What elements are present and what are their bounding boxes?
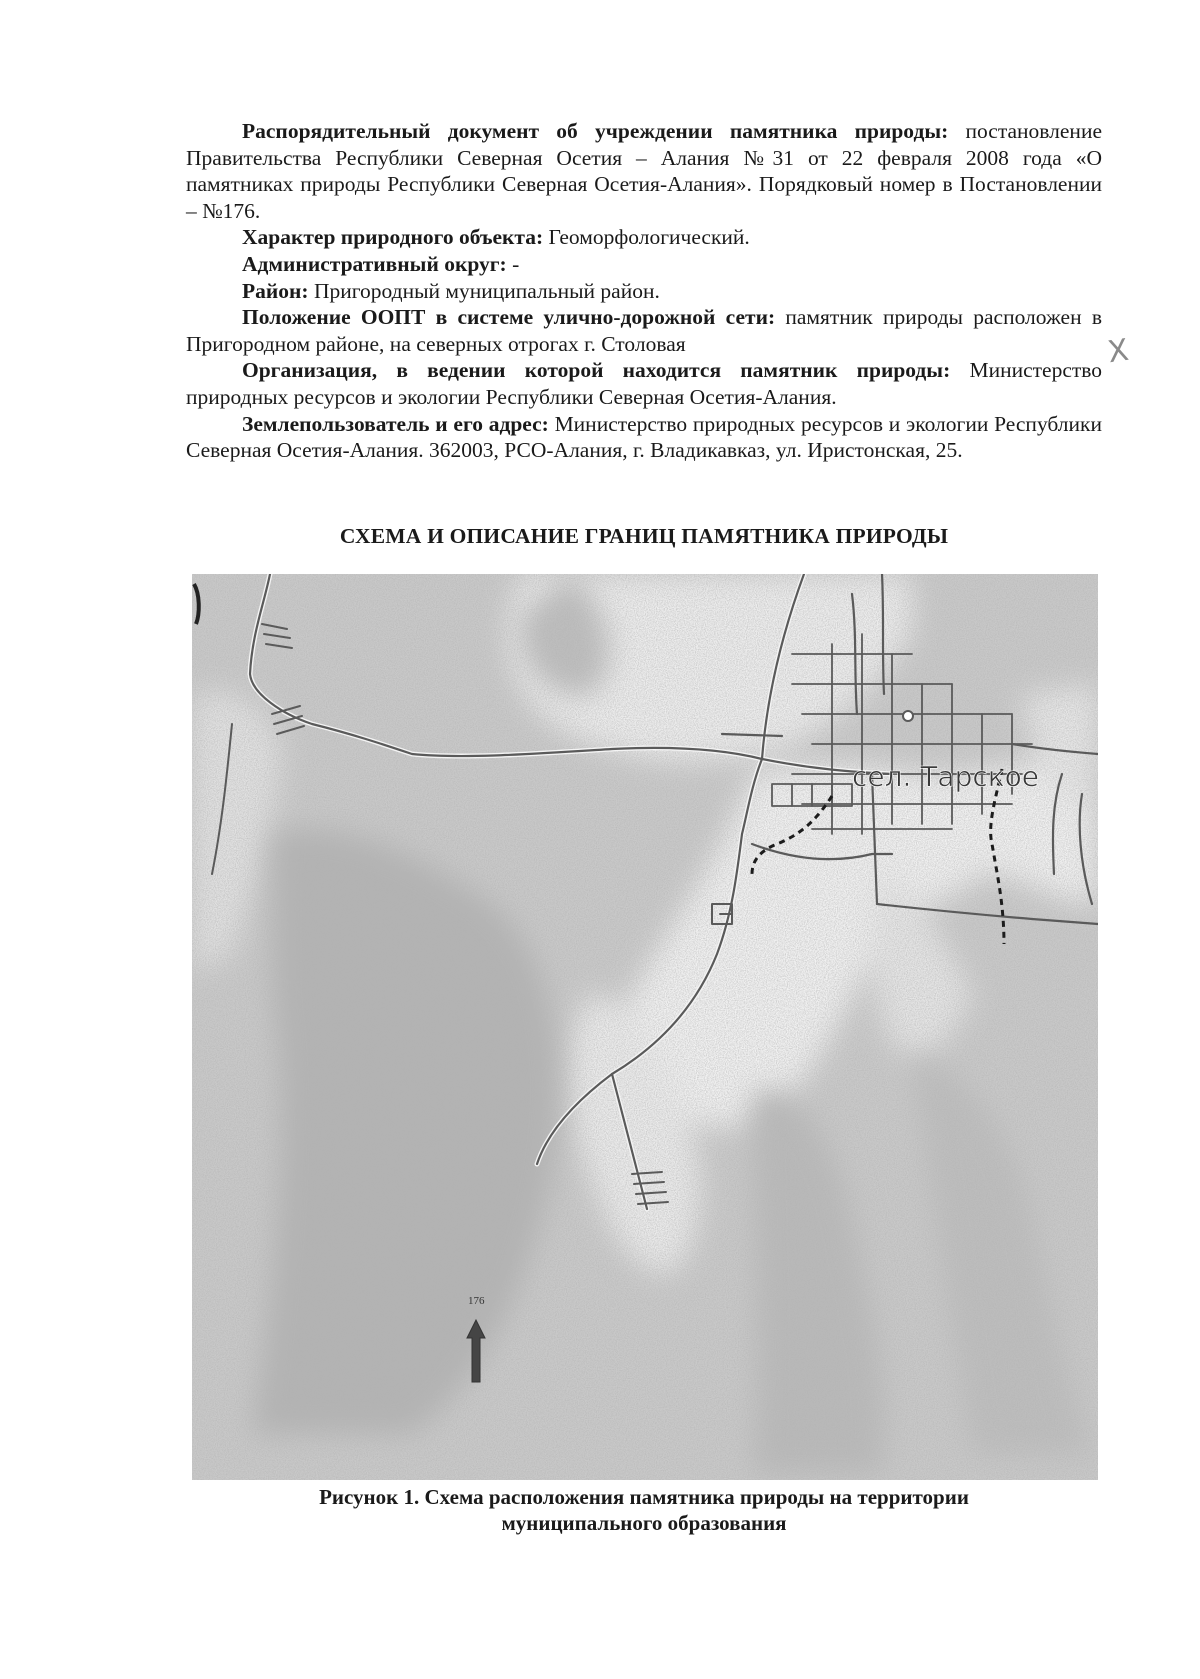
section-title: СХЕМА И ОПИСАНИЕ ГРАНИЦ ПАМЯТНИКА ПРИРОДЫ bbox=[339, 524, 949, 548]
handwritten-margin-mark: X bbox=[1105, 332, 1131, 371]
paragraph-text: Пригородный муниципальный район. bbox=[308, 278, 660, 303]
paragraph-text: памятник природы расположен в Пригородном районе, на северных отрогах г. Столовая bbox=[186, 305, 1102, 356]
paragraph-text: Геоморфологический. bbox=[543, 225, 750, 250]
print-grain bbox=[192, 574, 1098, 1480]
paragraph-text: Министерство природных ресурсов и экологии Республики Северная Осетия-Алания. bbox=[186, 358, 1103, 409]
location-map bbox=[192, 574, 1098, 1480]
document-body bbox=[186, 118, 1102, 464]
paragraph-road-position bbox=[186, 304, 1102, 357]
paragraph-label: Административный округ: bbox=[242, 251, 507, 276]
paragraph-text: постановление Правительства Республики Северная Осетия – Алания №31 от 22 февраля 2008 года «О памятниках природы Республики Северная Осетия-Алания». Порядковый номер в Постановлении – №176. bbox=[186, 119, 1102, 223]
paragraph-label: Организация, в ведении которой находится памятник природы: bbox=[242, 358, 951, 383]
paragraph-label: Характер природного объекта: bbox=[242, 225, 544, 250]
paragraph-label: Район: bbox=[242, 278, 309, 303]
caption-line-1: Рисунок 1. Схема расположения памятника природы на территории bbox=[319, 1485, 969, 1509]
paragraph-label: Распорядительный документ об учреждении памятника природы: bbox=[242, 119, 949, 143]
paragraph-label: Положение ООПТ в системе улично-дорожной сети: bbox=[242, 305, 776, 330]
paragraph-text: Министерство природных ресурсов и экологии Республики Северная Осетия-Алания. 362003, РСО-Алания, г. Владикавказ, ул. Иристонская, 25. bbox=[186, 411, 1102, 463]
map-svg bbox=[192, 574, 1098, 1480]
caption-line-2: муниципального образования bbox=[501, 1511, 787, 1535]
paragraph-region bbox=[186, 278, 1102, 305]
paragraph-admin-district bbox=[186, 251, 1102, 278]
object-number-label: 176 bbox=[468, 1295, 485, 1307]
paragraph-land-user bbox=[186, 411, 1102, 464]
paragraph-text: - bbox=[506, 251, 520, 276]
paragraph-label: Землепользователь и его адрес: bbox=[242, 411, 549, 436]
figure-caption bbox=[186, 1484, 1102, 1536]
paragraph-decree bbox=[186, 118, 1102, 224]
paragraph-organization bbox=[186, 357, 1102, 410]
paragraph-object-type bbox=[186, 224, 1102, 251]
settlement-label: сел. Тарское bbox=[852, 760, 1040, 793]
